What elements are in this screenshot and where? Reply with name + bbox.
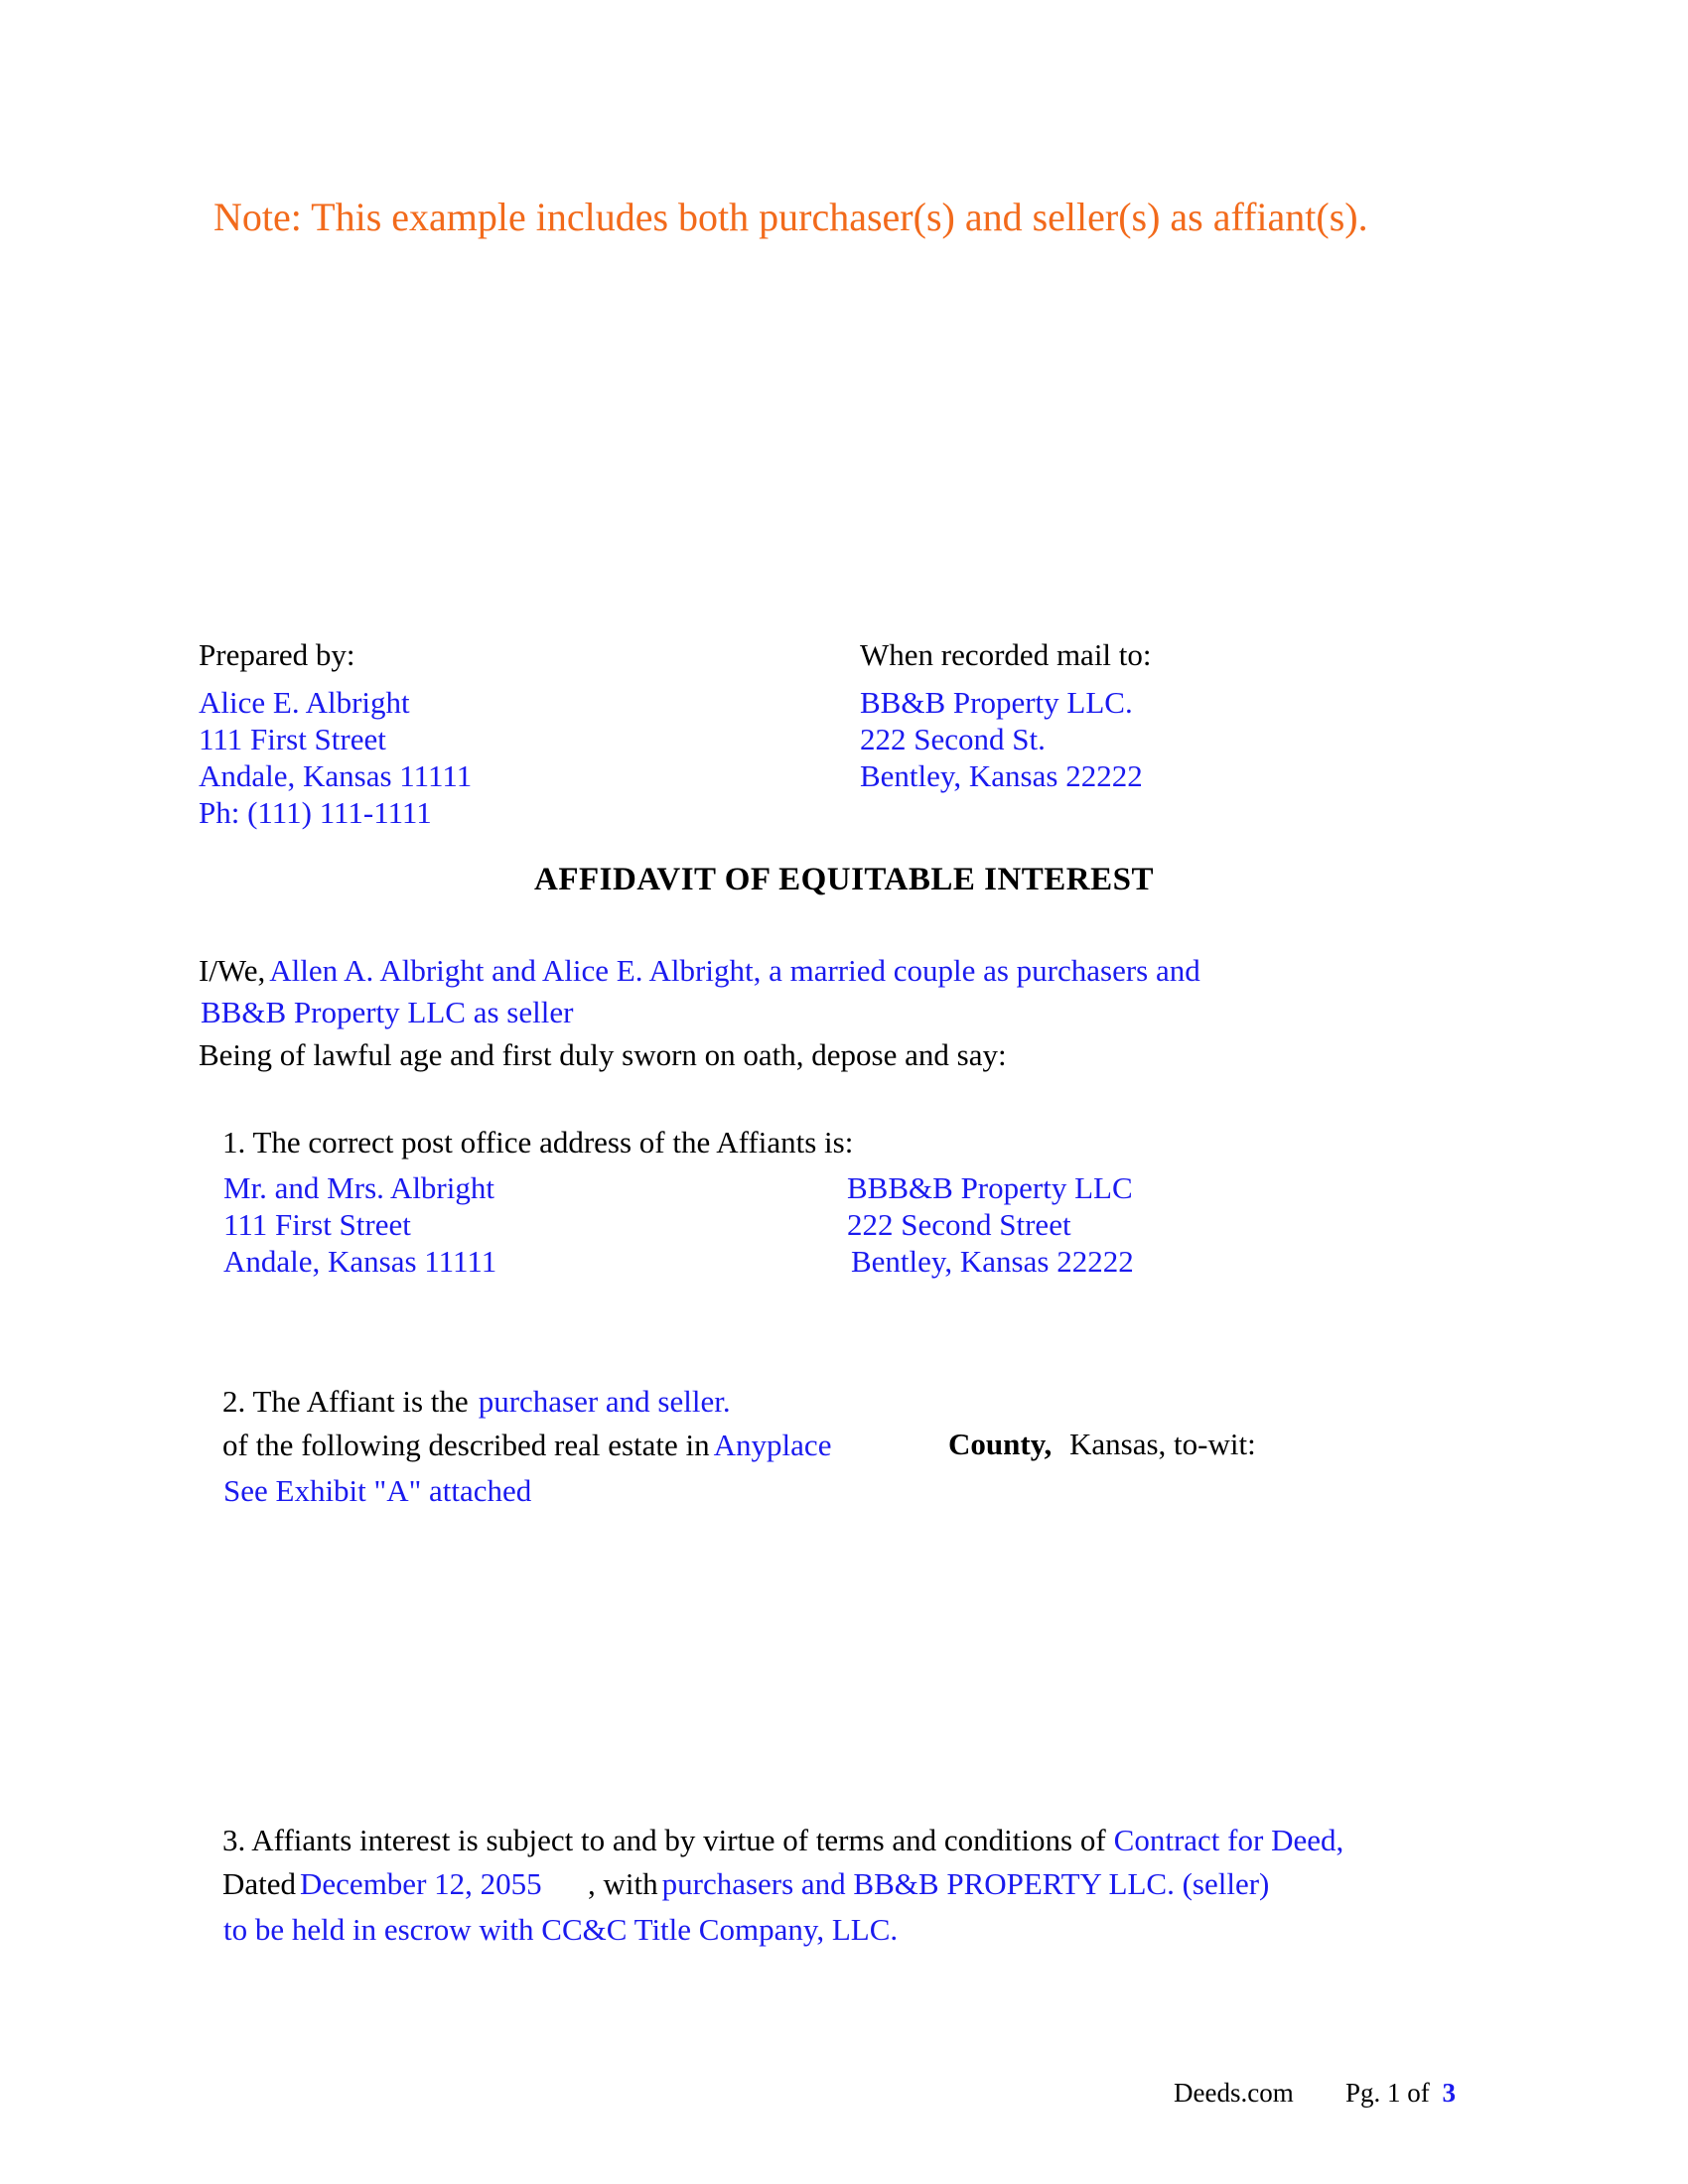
affiant-address-line: Mr. and Mrs. Albright [223,1170,494,1205]
item3-parties-line [588,1865,1269,1902]
dated-label: Dated [222,1866,297,1901]
prepared-by-line: 111 First Street [199,722,386,756]
mail-to-address [860,684,1143,794]
prepared-by-address [199,684,472,831]
contract-type: Contract for Deed, [1113,1823,1344,1857]
prepared-by-line: Andale, Kansas 11111 [199,758,473,793]
prepared-by-label: Prepared by: [199,637,355,672]
total-pages: 3 [1442,2078,1457,2108]
prepared-by-line: Alice E. Albright [199,685,410,720]
mail-to-line: Bentley, Kansas 22222 [860,758,1143,793]
intro-prefix: I/We, [199,953,266,988]
item2-line1 [222,1383,731,1420]
mail-to-line: BB&B Property LLC. [860,685,1133,720]
location-prefix: of the following described real estate in [222,1428,710,1462]
prepared-by-line: Ph: (111) 111-1111 [199,795,432,830]
affiant-address-right [847,1169,1134,1280]
affiant-address-line: BBB&B Property LLC [847,1170,1133,1205]
contract-parties: purchasers and BB&B PROPERTY LLC. (seller) [661,1866,1270,1901]
affiant-address-line: Bentley, Kansas 22222 [851,1244,1134,1279]
oath-statement: Being of lawful age and first duly sworn on oath, depose and say: [199,1037,1007,1072]
item2-line2 [222,1427,831,1463]
county-name: Anyplace [713,1428,832,1462]
item2-text: 2. The Affiant is the [222,1384,469,1419]
footer-site: Deeds.com [1174,2078,1294,2108]
item3-line2 [222,1865,542,1902]
escrow-statement: to be held in escrow with CC&C Title Company, LLC. [223,1912,899,1947]
mail-to-line: 222 Second St. [860,722,1046,756]
item3-line1 [222,1822,1343,1858]
with-label: , with [588,1866,658,1901]
affiant-names-line2: BB&B Property LLC as seller [201,995,574,1029]
affiant-intro-line1 [199,952,1200,989]
mail-to-label: When recorded mail to: [860,637,1152,672]
item3-text: 3. Affiants interest is subject to and by virtue of terms and conditions of [222,1823,1106,1857]
contract-date: December 12, 2055 [300,1866,542,1901]
legal-description: See Exhibit "A" attached [223,1473,532,1508]
affiant-address-left [223,1169,496,1280]
affiant-address-line: 111 First Street [223,1207,411,1242]
affiant-address-line: 222 Second Street [847,1207,1071,1242]
document-title: AFFIDAVIT OF EQUITABLE INTEREST [533,862,1155,897]
affiant-names-line1: Allen A. Albright and Alice E. Albright, a married couple as purchasers and [269,953,1200,988]
state-suffix: Kansas, to-wit: [1069,1427,1256,1461]
affiant-address-line: Andale, Kansas 11111 [223,1244,497,1279]
page-label: Pg. 1 of [1345,2078,1430,2108]
county-label: County, [948,1427,1053,1461]
affiant-role: purchaser and seller. [478,1384,731,1419]
item1-text: 1. The correct post office address of the Affiants is: [222,1125,854,1160]
example-note: Note: This example includes both purchaser(s) and seller(s) as affiant(s). [213,195,1368,239]
page-indicator [1345,2078,1456,2109]
